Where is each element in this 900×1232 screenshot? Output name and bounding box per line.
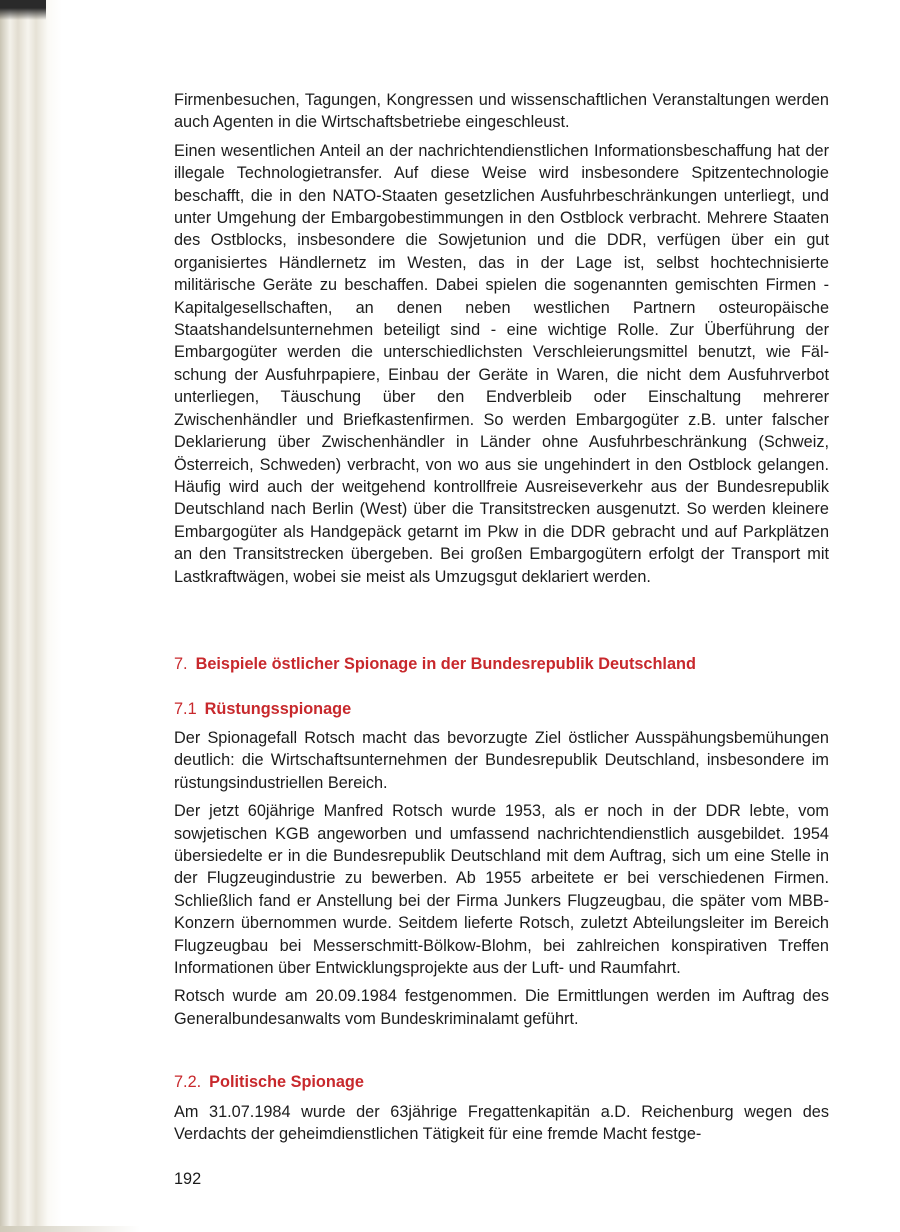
book-bottom-edge — [0, 1226, 140, 1232]
section-heading-7 — [174, 653, 829, 675]
section-number: 7.2. — [174, 1073, 202, 1091]
intro-text-block — [174, 89, 829, 588]
section-number: 7. — [174, 655, 188, 673]
section-7-1-text — [174, 727, 829, 1030]
section-number: 7.1 — [174, 700, 197, 718]
paragraph: Der jetzt 60jährige Manfred Rotsch wurde 1953, als er noch in der DDR lebte, vom sowjetischen KGB angeworben und umfassend nachrichtendienstlich ausgebildet. 1954 übersiedelte er in die Bundesrepublik Deutschland mit dem Auftrag, sich um eine Stelle in der Flugzeugindustrie zu bewerben. Ab 1955 arbeitete er bei verschiedenen Firmen. Schließlich fand er Anstellung bei der Firma Junkers Flugzeugbau, die später vom MBB-Konzern übernommen wurde. Seitdem lieferte Rotsch, zuletzt Abteilungsleiter im Bereich Flugzeugbau bei Messerschmitt-Bölkow-Blohm, bei zahlreichen konspirativen Treffen Informationen über Entwicklungsprojekte aus der Luft- und Raumfahrt. — [174, 802, 829, 978]
book-spine-shadow — [0, 0, 46, 20]
section-heading-7-1 — [174, 698, 829, 720]
book-page-edge — [0, 0, 62, 1232]
section-title: Rüstungsspionage — [204, 700, 352, 718]
section-heading-7-2 — [174, 1071, 829, 1093]
paragraph: Der Spionagefall Rotsch macht das bevorzugte Ziel östlicher Ausspähungsbemühungen deutlich: die Wirtschaftsunternehmen der Bundesrepublik Deutschland, insbesondere im rüstungsindustriellen Bereich. — [174, 729, 829, 792]
section-title: Beispiele östlicher Spionage in der Bundesrepublik Deutschland — [195, 655, 696, 673]
paragraph: Am 31.07.1984 wurde der 63jährige Fregattenkapitän a.D. Reichenburg wegen des Verdachts der geheimdienstlichen Tätigkeit für eine fremde Macht festge- — [174, 1103, 829, 1144]
section-title: Politische Spionage — [209, 1073, 364, 1091]
paragraph: Firmenbesuchen, Tagungen, Kongressen und wissenschaftlichen Veranstaltungen werden auch Agenten in die Wirtschaftsbetriebe eingeschleust. — [174, 91, 829, 132]
page-number: 192 — [174, 1170, 202, 1188]
paragraph: Einen wesentlichen Anteil an der nachrichtendienstlichen Informationsbeschaffung hat der illegale Technologietransfer. Auf diese Weise wird insbesondere Spitzentechnologie beschafft, die in den NATO-Staaten gesetzlichen Ausfuhrbeschränkungen unterliegt, und unter Umgehung der Embargobestimmungen in den Ostblock verbracht. Mehrere Staaten des Ostblocks, insbesondere die Sowjetunion und die DDR, verfügen über ein gut organisiertes Händlernetz im Westen, das in der Lage ist, selbst hochtechnisierte militärische Geräte zu beschaffen. Dabei spielen die sogenannten gemischten Firmen - Kapitalgesellschaften, an denen neben westlichen Partnern osteuropäische Staatshandelsunternehmen beteiligt sind - eine wichtige Rolle. Zur Überführung der Embargogüter werden die unterschiedlichsten Verschleierungsmittel benutzt, wie Fälschung der Ausfuhrpapiere, Einbau der Geräte in Waren, die nicht dem Ausfuhrverbot unterliegen, Täuschung über den Endverbleib oder Einschaltung mehrerer Zwischenhändler und Briefkastenfirmen. So werden Embargogüter z.B. unter falscher Deklarierung über Zwischenhändler in Länder ohne Ausfuhrbeschränkung (Schweiz, Österreich, Schweden) verbracht, von wo aus sie ungehindert in den Ostblock gelangen. Häufig wird auch der weitgehend kontrollfreie Ausreiseverkehr aus der Bundesrepublik Deutschland nach Berlin (West) über die Transitstrecken ausgenutzt. So werden kleinere Embargogüter als Handgepäck getarnt im Pkw in die DDR gebracht und auf Parkplätzen an den Transitstrecken übergeben. Bei großen Embargogütern erfolgt der Transport mit Lastkraftwägen, wobei sie meist als Umzugsgut deklariert werden. — [174, 141, 829, 586]
section-7-2-text — [174, 1101, 829, 1146]
paragraph: Rotsch wurde am 20.09.1984 festgenommen. Die Ermittlungen werden im Auftrag des Generalbundesanwalts vom Bundeskriminalamt geführt. — [174, 987, 829, 1028]
